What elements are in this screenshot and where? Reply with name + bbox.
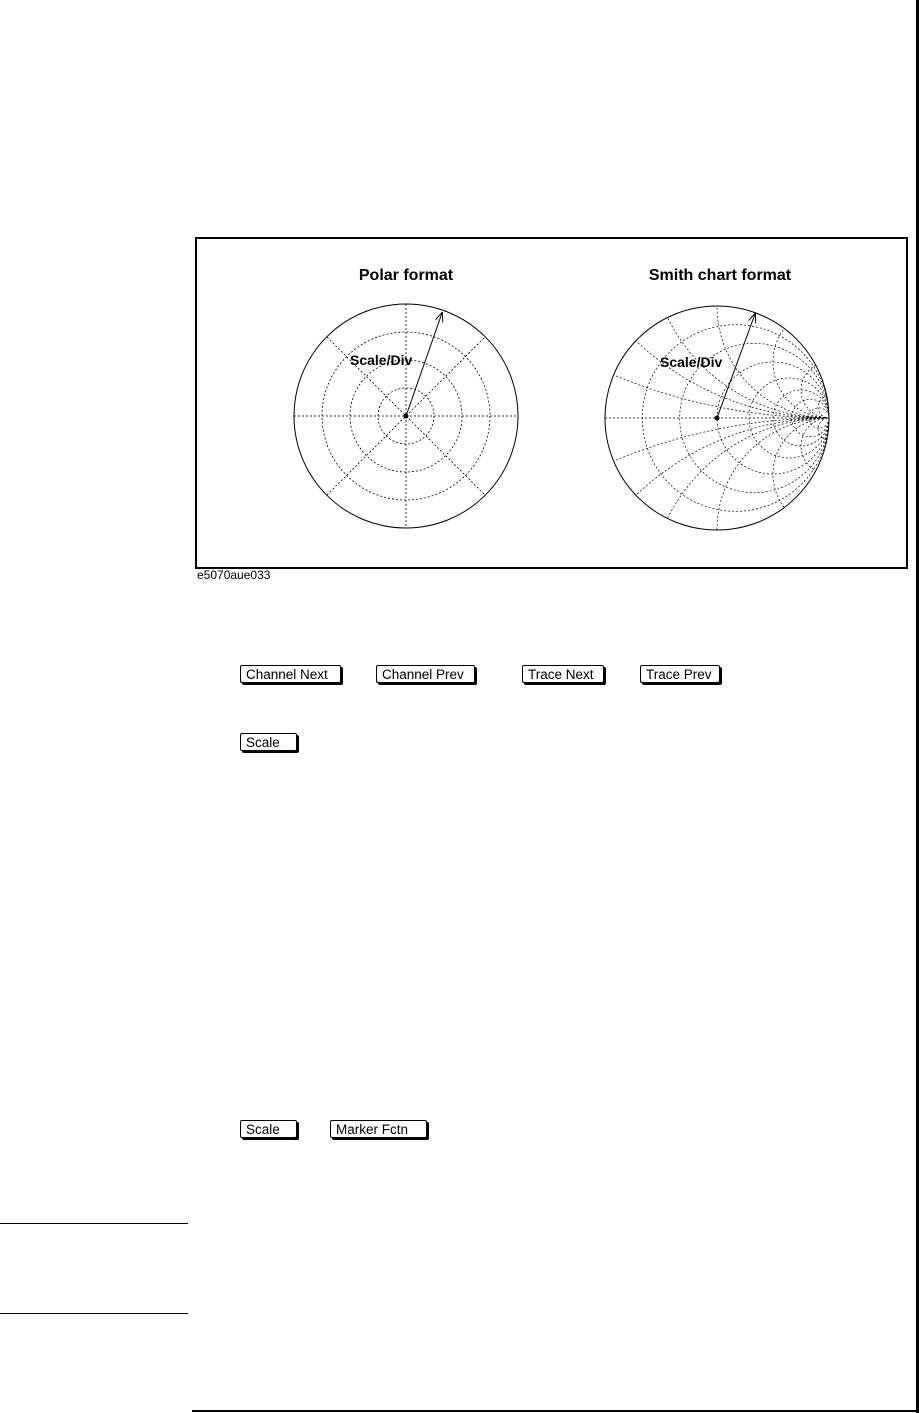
smith-chart — [269, 239, 906, 567]
footer-rule — [192, 1410, 916, 1412]
scale-key-2[interactable]: Scale — [240, 1120, 297, 1138]
polar-chart — [294, 267, 518, 528]
smith-scale-arrow — [717, 314, 755, 418]
smith-grid — [269, 239, 906, 567]
smith-center-dot — [715, 416, 720, 421]
polar-title: Polar format — [358, 267, 454, 284]
smith-scale-label: Scale/Div — [660, 354, 723, 370]
note-rule-top — [0, 1223, 188, 1224]
figure-id-label: e5070aue033 — [197, 568, 271, 582]
polar-center-dot — [404, 414, 409, 419]
polar-scale-label: Scale/Div — [350, 352, 413, 368]
channel-next-key[interactable]: Channel Next — [240, 665, 341, 683]
trace-next-key[interactable]: Trace Next — [522, 665, 604, 683]
trace-prev-key[interactable]: Trace Prev — [640, 665, 720, 683]
channel-prev-key[interactable]: Channel Prev — [376, 665, 475, 683]
marker-fctn-key[interactable]: Marker Fctn — [330, 1120, 427, 1138]
figure-svg — [197, 239, 906, 567]
note-rule-bottom — [0, 1313, 188, 1314]
figure-box — [195, 237, 908, 569]
smith-title: Smith chart format — [648, 267, 792, 284]
scale-key[interactable]: Scale — [240, 733, 297, 751]
